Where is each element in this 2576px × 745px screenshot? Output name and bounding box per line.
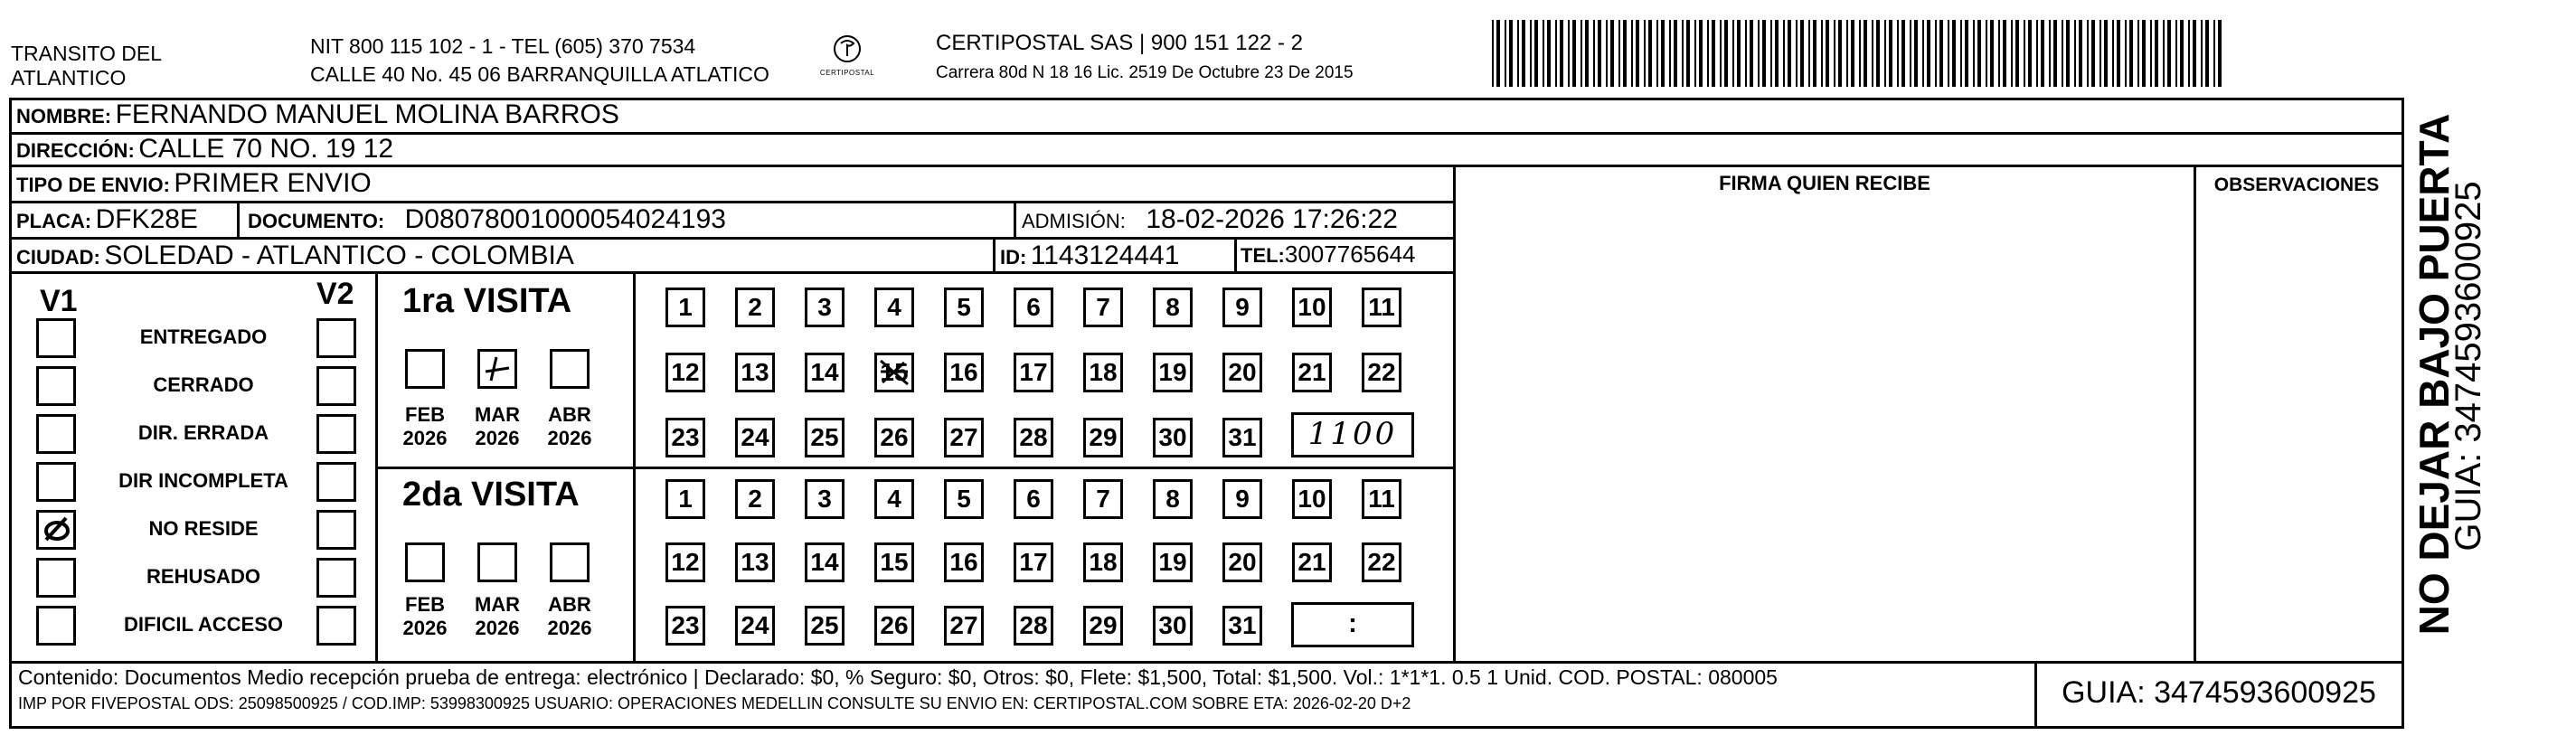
day-number: 23 (671, 423, 700, 451)
day-number: 7 (1096, 293, 1110, 321)
day-box[interactable] (1153, 353, 1193, 392)
day-box[interactable] (944, 288, 984, 327)
direccion-value: CALLE 70 NO. 19 12 (138, 134, 394, 164)
day-number: 16 (949, 358, 978, 386)
id-value: 1143124441 (1030, 240, 1180, 270)
v2-label: V2 (316, 277, 354, 311)
day-box[interactable] (735, 542, 775, 582)
day-box[interactable] (874, 479, 914, 519)
certipostal-block (936, 31, 1354, 85)
day-number: 6 (1026, 293, 1041, 321)
month-label (537, 403, 602, 450)
certi-line1: CERTIPOSTAL SAS | 900 151 122 - 2 (936, 31, 1303, 55)
day-box[interactable] (1222, 606, 1262, 646)
month-year: 2026 (402, 617, 448, 639)
status-option-label: DIR INCOMPLETA (118, 469, 288, 492)
second-time-value: : (1348, 608, 1357, 638)
day-box[interactable] (1292, 353, 1332, 392)
first-time-box[interactable] (1291, 412, 1414, 457)
rule (9, 237, 1456, 240)
documento-row (248, 204, 726, 235)
observaciones-area[interactable] (2198, 204, 2402, 659)
day-number: 10 (1297, 293, 1326, 321)
direccion-label: DIRECCIÓN: (16, 139, 135, 162)
rule (2194, 165, 2196, 663)
firma-area[interactable] (1458, 204, 2192, 659)
day-box[interactable] (1014, 418, 1053, 457)
day-number: 30 (1158, 611, 1187, 639)
day-number: 14 (810, 548, 839, 576)
day-box[interactable] (1292, 542, 1332, 582)
day-number: 27 (949, 423, 978, 451)
day-box[interactable] (1153, 606, 1193, 646)
first-time-value: 1100 (1307, 416, 1398, 452)
day-number: 18 (1089, 548, 1118, 576)
day-number: 2 (748, 293, 762, 321)
month-name: ABR (548, 403, 591, 426)
day-box[interactable] (874, 418, 914, 457)
day-box[interactable] (1083, 288, 1123, 327)
day-box[interactable] (1014, 542, 1053, 582)
status-option-label: REHUSADO (146, 565, 260, 588)
day-number: 1 (678, 293, 693, 321)
day-box[interactable] (1153, 479, 1193, 519)
day-box[interactable] (805, 542, 845, 582)
day-number: 17 (1019, 358, 1048, 386)
rule (375, 271, 378, 663)
month-label (537, 593, 602, 640)
placa-row (16, 204, 198, 235)
v2-checkbox[interactable] (316, 366, 356, 406)
status-option-label: DIFICIL ACCESO (123, 613, 283, 636)
day-number: 3 (817, 293, 832, 321)
rule (375, 467, 1456, 469)
rule (2034, 661, 2037, 729)
rule (237, 201, 240, 237)
side-guia-text: GUIA: 3474593600925 (2449, 181, 2488, 552)
day-number: 31 (1228, 423, 1257, 451)
day-number: 19 (1158, 358, 1187, 386)
rule (1453, 165, 1456, 663)
month-year: 2026 (547, 617, 592, 639)
day-number: 19 (1158, 548, 1187, 576)
id-label: ID: (1000, 246, 1027, 269)
rule (9, 201, 1456, 203)
month-checkbox[interactable] (405, 542, 445, 582)
day-box[interactable] (944, 606, 984, 646)
day-number: 4 (887, 293, 901, 321)
day-box[interactable] (1222, 418, 1262, 457)
day-number: 12 (671, 358, 700, 386)
day-number: 2 (748, 485, 762, 513)
placa-value: DFK28E (95, 204, 198, 234)
month-checkbox[interactable] (550, 349, 590, 389)
day-box[interactable] (735, 353, 775, 392)
month-year: 2026 (475, 427, 520, 449)
v1-checkbox[interactable] (36, 606, 76, 646)
day-number: 28 (1019, 423, 1048, 451)
day-number: 18 (1089, 358, 1118, 386)
day-box[interactable] (665, 288, 705, 327)
tel-label: TEL: (1241, 244, 1285, 267)
day-box[interactable] (735, 288, 775, 327)
day-number: 27 (949, 611, 978, 639)
tel-row (1241, 240, 1416, 269)
v2-checkbox[interactable] (316, 462, 356, 502)
ciudad-label: CIUDAD: (16, 246, 100, 269)
day-number: 30 (1158, 423, 1187, 451)
v1-label: V1 (40, 284, 78, 318)
day-box[interactable] (1292, 288, 1332, 327)
admision-row (1022, 204, 1398, 235)
day-box[interactable] (735, 418, 775, 457)
day-box[interactable] (805, 353, 845, 392)
nombre-value: FERNANDO MANUEL MOLINA BARROS (115, 99, 619, 129)
v2-checkbox[interactable] (316, 510, 356, 550)
tel-value: 3007765644 (1284, 240, 1416, 268)
month-name: FEB (405, 403, 445, 426)
day-box[interactable] (1014, 606, 1053, 646)
v1-checkbox[interactable] (36, 510, 76, 550)
month-checkbox[interactable] (405, 349, 445, 389)
day-number: 26 (880, 423, 909, 451)
admision-value: 18-02-2026 17:26:22 (1146, 204, 1398, 234)
nombre-label: NOMBRE: (16, 105, 112, 127)
v1-checkbox[interactable] (36, 462, 76, 502)
day-box[interactable] (1222, 353, 1262, 392)
day-box[interactable] (1362, 542, 1401, 582)
day-number: 5 (957, 293, 971, 321)
day-box[interactable] (944, 418, 984, 457)
barcode-icon (1492, 20, 2224, 87)
month-name: MAR (474, 403, 521, 426)
day-box[interactable] (1362, 479, 1401, 519)
day-number: 22 (1367, 548, 1396, 576)
day-number: 1 (678, 485, 693, 513)
rule (1014, 201, 1016, 237)
month-label (465, 403, 530, 450)
first-visit-title: 1ra VISITA (402, 282, 572, 320)
v1-checkbox[interactable] (36, 414, 76, 454)
day-number: 9 (1235, 293, 1250, 321)
month-name: ABR (548, 593, 591, 616)
scribble-mark-icon (877, 355, 911, 390)
rule (9, 661, 2404, 664)
month-year: 2026 (475, 617, 520, 639)
rule (9, 165, 2404, 167)
month-checkbox[interactable] (477, 542, 517, 582)
month-checkbox[interactable] (477, 349, 517, 389)
tipo-value: PRIMER ENVIO (174, 168, 372, 198)
admision-label: ADMISIÓN: (1022, 210, 1126, 232)
day-box[interactable] (1014, 479, 1053, 519)
day-box[interactable] (1083, 418, 1123, 457)
v1-checkbox[interactable] (36, 366, 76, 406)
day-number: 15 (880, 548, 909, 576)
day-box[interactable] (735, 606, 775, 646)
day-box[interactable] (1153, 418, 1193, 457)
month-label (392, 403, 458, 450)
day-number: 20 (1228, 358, 1257, 386)
status-option-label: NO RESIDE (148, 517, 259, 540)
day-box[interactable] (805, 288, 845, 327)
check-mark-icon (39, 513, 73, 547)
footer-line1: Contenido: Documentos Medio recepción prueba de entrega: electrónico | Declarado: $0, % Seguro: $0, Otros: $0, Flete: $1,500, Total: $1,500. Vol.: 1*1*1. 0.5 1 Unid. COD. POSTAL: 080005 (18, 665, 1778, 689)
day-box[interactable] (1153, 542, 1193, 582)
day-number: 17 (1019, 548, 1048, 576)
day-box[interactable] (1362, 288, 1401, 327)
firma-header: FIRMA QUIEN RECIBE (1719, 172, 1930, 194)
month-label (392, 593, 458, 640)
nit-line: NIT 800 115 102 - 1 - TEL (605) 370 7534 (310, 34, 696, 58)
rule (1234, 237, 1237, 271)
day-number: 10 (1297, 485, 1326, 513)
day-number: 28 (1019, 611, 1048, 639)
company-name (11, 42, 162, 90)
day-box[interactable] (944, 479, 984, 519)
day-box[interactable] (944, 353, 984, 392)
day-box[interactable] (1153, 288, 1193, 327)
day-box[interactable] (665, 479, 705, 519)
day-box[interactable] (1362, 353, 1401, 392)
day-number: 13 (741, 548, 769, 576)
month-name: MAR (474, 593, 521, 616)
day-box[interactable] (665, 353, 705, 392)
month-name: FEB (405, 593, 445, 616)
rule (993, 237, 995, 271)
day-box[interactable] (944, 542, 984, 582)
ciudad-row (16, 240, 574, 271)
v2-checkbox[interactable] (316, 318, 356, 358)
documento-value: D08078001000054024193 (404, 204, 726, 234)
day-number: 8 (1165, 485, 1180, 513)
day-box[interactable] (1083, 353, 1123, 392)
day-number: 14 (810, 358, 839, 386)
nombre-row (16, 99, 619, 130)
company-line2: ATLANTICO (11, 66, 127, 90)
logo-text: CERTIPOSTAL (819, 69, 875, 77)
day-box[interactable] (874, 606, 914, 646)
day-box[interactable] (665, 542, 705, 582)
day-number: 4 (887, 485, 901, 513)
second-visit-title: 2da VISITA (402, 476, 580, 514)
day-box[interactable] (874, 353, 914, 392)
day-number: 21 (1297, 548, 1326, 576)
rule (633, 271, 636, 663)
footer-line2: IMP POR FIVEPOSTAL ODS: 25098500925 / COD.IMP: 53998300925 USUARIO: OPERACIONES MEDELLIN CONSULTE SU ENVIO EN: CERTIPOSTAL.COM SOBRE ETA: 2026-02-20 D+2 (18, 694, 1411, 712)
day-number: 24 (741, 611, 769, 639)
day-number: 21 (1297, 358, 1326, 386)
day-number: 16 (949, 548, 978, 576)
no-dejar-text: NO DEJAR BAJO PUERTA (2411, 113, 2458, 636)
day-box[interactable] (805, 606, 845, 646)
month-checkbox[interactable] (550, 542, 590, 582)
placa-label: PLACA: (16, 210, 92, 232)
v2-checkbox[interactable] (316, 606, 356, 646)
address-line: CALLE 40 No. 45 06 BARRANQUILLA ATLATICO (310, 62, 769, 86)
direccion-row (16, 134, 393, 165)
v1-checkbox[interactable] (36, 558, 76, 598)
day-number: 5 (957, 485, 971, 513)
day-box[interactable] (1222, 288, 1262, 327)
status-option-label: DIR. ERRADA (137, 421, 269, 444)
status-option-label: CERRADO (153, 373, 254, 396)
day-box[interactable] (1014, 353, 1053, 392)
day-box[interactable] (665, 606, 705, 646)
status-option-label: ENTREGADO (139, 325, 268, 348)
day-box[interactable] (805, 479, 845, 519)
day-box[interactable] (874, 542, 914, 582)
day-number: 3 (817, 485, 832, 513)
v2-checkbox[interactable] (316, 414, 356, 454)
observaciones-header: OBSERVACIONES (2213, 174, 2380, 195)
day-box[interactable] (1292, 479, 1332, 519)
certipostal-logo (816, 33, 879, 83)
day-number: 7 (1096, 485, 1110, 513)
day-box[interactable] (1083, 479, 1123, 519)
day-number: 11 (1368, 293, 1395, 321)
month-year: 2026 (402, 427, 448, 449)
day-box[interactable] (665, 418, 705, 457)
second-time-box[interactable] (1291, 602, 1414, 647)
day-number: 20 (1228, 548, 1257, 576)
day-number: 8 (1165, 293, 1180, 321)
day-box[interactable] (805, 418, 845, 457)
documento-label: DOCUMENTO: (248, 210, 385, 232)
day-number: 23 (671, 611, 700, 639)
day-number: 25 (810, 611, 839, 639)
day-box[interactable] (1222, 479, 1262, 519)
footer-guia: GUIA: 3474593600925 (2062, 675, 2376, 710)
tipo-row (16, 168, 372, 199)
day-number: 24 (741, 423, 769, 451)
tipo-label: TIPO DE ENVIO: (16, 174, 170, 196)
day-number: 9 (1235, 485, 1250, 513)
day-number: 13 (741, 358, 769, 386)
id-row (1000, 240, 1179, 271)
day-box[interactable] (874, 288, 914, 327)
day-number: 22 (1367, 358, 1396, 386)
barcode (1492, 20, 2224, 87)
day-number: 26 (880, 611, 909, 639)
day-number: 29 (1089, 611, 1118, 639)
month-label (465, 593, 530, 640)
certi-line2: Carrera 80d N 18 16 Lic. 2519 De Octubre 23 De 2015 (936, 63, 1354, 82)
day-box[interactable] (735, 479, 775, 519)
ciudad-value: SOLEDAD - ATLANTICO - COLOMBIA (104, 240, 574, 270)
day-number: 12 (671, 548, 700, 576)
day-number: 31 (1228, 611, 1257, 639)
day-box[interactable] (1014, 288, 1053, 327)
day-number: 11 (1368, 485, 1395, 513)
day-number: 29 (1089, 423, 1118, 451)
v2-checkbox[interactable] (316, 558, 356, 598)
nit-block (310, 34, 769, 87)
day-box[interactable] (1083, 606, 1123, 646)
check-mark-icon (480, 352, 514, 386)
day-number: 25 (810, 423, 839, 451)
v1-checkbox[interactable] (36, 318, 76, 358)
month-year: 2026 (547, 427, 592, 449)
rule (9, 271, 1456, 274)
company-line1: TRANSITO DEL (11, 42, 162, 65)
day-box[interactable] (1083, 542, 1123, 582)
day-number: 6 (1026, 485, 1041, 513)
day-box[interactable] (1222, 542, 1262, 582)
